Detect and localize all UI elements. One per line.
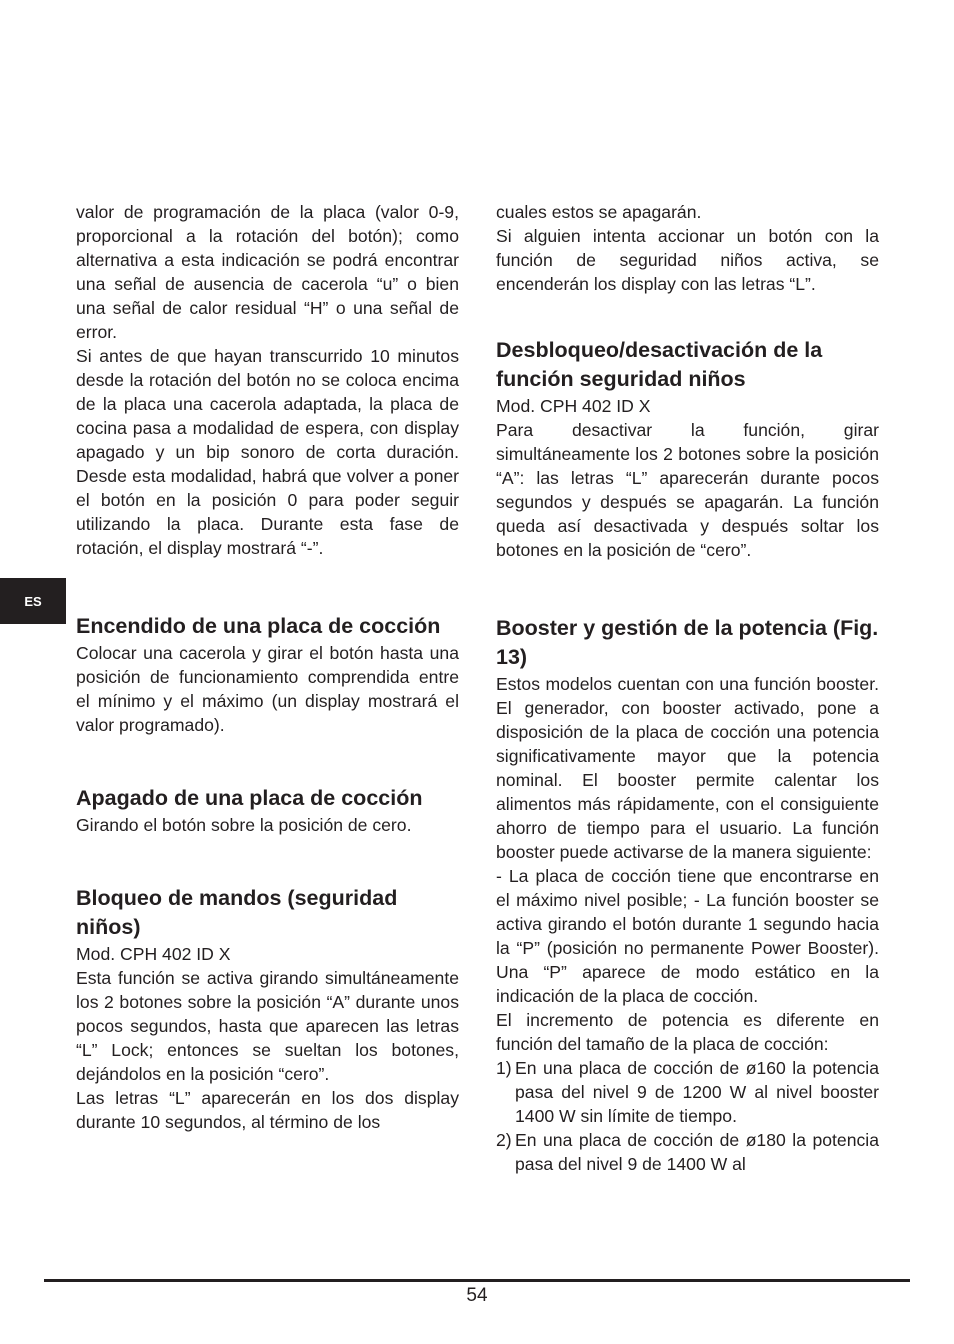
section-heading: Bloqueo de mandos (seguridad niños) bbox=[76, 886, 398, 939]
section-heading: Encendido de una placa de cocción bbox=[76, 614, 441, 638]
list-item-number: 2) bbox=[496, 1130, 512, 1150]
list-item-text: En una placa de cocción de ø180 la potencia pasa del nivel 9 de 1400 W al bbox=[515, 1130, 879, 1174]
model-label: Mod. CPH 402 ID X bbox=[496, 396, 651, 416]
section-text: Colocar una cacerola y girar el botón hasta una posición de funcionamiento comprendida entre el mínimo y el máximo (un display mostrará el valor programado). bbox=[76, 643, 459, 735]
intro-paragraph-1: valor de programación de la placa (valor 0-9, proporcional a la rotación del botón); como alternativa a esta indicación se podrá encontrar una señal de ausencia de cacerola “u” o bien una señal de calor residual “H” o una señal de error. bbox=[76, 202, 459, 342]
continued-paragraph-1: cuales estos se apagarán. bbox=[496, 202, 702, 222]
section-text: Las letras “L” aparecerán en los dos display durante 10 segundos, al término de los bbox=[76, 1088, 459, 1132]
model-label: Mod. CPH 402 ID X bbox=[76, 944, 231, 964]
numbered-list bbox=[496, 1056, 879, 1176]
language-tab: ES bbox=[0, 578, 66, 624]
section-text: Estos modelos cuentan con una función booster. El generador, con booster activado, pone a disposición de la placa de cocción una potencia significativamente mayor que la potencia nominal. El booster permite calentar los alimentos más rápidamente, con el consiguiente ahorro de tiempo para el usuario. La función booster puede activarse de la manera siguiente: bbox=[496, 674, 879, 862]
section-booster bbox=[496, 614, 879, 1176]
section-heading: Apagado de una placa de cocción bbox=[76, 786, 423, 810]
list-item-text: En una placa de cocción de ø160 la potencia pasa del nivel 9 de 1200 W al nivel booster 1400 W sin límite de tiempo. bbox=[515, 1058, 879, 1126]
continued-paragraph-2: Si alguien intenta accionar un botón con la función de seguridad niños activa, se encenderán los display con las letras “L”. bbox=[496, 226, 879, 294]
right-column bbox=[496, 200, 879, 1176]
intro-paragraph-2: Si antes de que hayan transcurrido 10 minutos desde la rotación del botón no se coloca encima de la placa una cacerola adaptada, la placa de cocina pasa a modalidad de espera, con display apagado y un bip sonoro de corta duración. Desde esta modalidad, habrá que volver a poner el botón en la posición 0 para poder seguir utilizando la placa. Durante esta fase de rotación, el display mostrará “-”. bbox=[76, 346, 459, 558]
list-item bbox=[496, 1056, 879, 1128]
list-item-number: 1) bbox=[496, 1058, 512, 1078]
section-text: Para desactivar la función, girar simultáneamente los 2 botones sobre la posición “A”: las letras “L” aparecerán durante pocos segundos y después se apagarán. La función queda así desactivada y después soltar los botones en la posición de “cero”. bbox=[496, 420, 879, 560]
section-bloqueo bbox=[76, 884, 459, 1134]
section-text: - La placa de cocción tiene que encontrarse en el máximo nivel posible; - La función booster se activa girando el botón durante 1 segundo hacia la “P” (posición no permanente Power Booster). Una “P” aparece de modo estático en la indicación de la placa de cocción. bbox=[496, 866, 879, 1006]
left-column bbox=[76, 200, 459, 1134]
section-text: Esta función se activa girando simultáneamente los 2 botones sobre la posición “A” durante unos pocos segundos, hasta que aparecen las letras “L” Lock; entonces se sueltan los botones, dejándolos en la posición “cero”. bbox=[76, 968, 459, 1084]
section-text: Girando el botón sobre la posición de cero. bbox=[76, 815, 412, 835]
section-text: El incremento de potencia es diferente en función del tamaño de la placa de cocción: bbox=[496, 1010, 879, 1054]
section-heading: Booster y gestión de la potencia (Fig. 13) bbox=[496, 616, 879, 669]
section-apagado bbox=[76, 784, 459, 837]
section-desbloqueo bbox=[496, 336, 879, 562]
list-item bbox=[496, 1128, 879, 1176]
section-heading: Desbloqueo/desactivación de la función seguridad niños bbox=[496, 338, 823, 391]
footer-divider bbox=[44, 1279, 910, 1282]
page-number: 54 bbox=[466, 1285, 488, 1306]
section-encendido bbox=[76, 612, 459, 737]
